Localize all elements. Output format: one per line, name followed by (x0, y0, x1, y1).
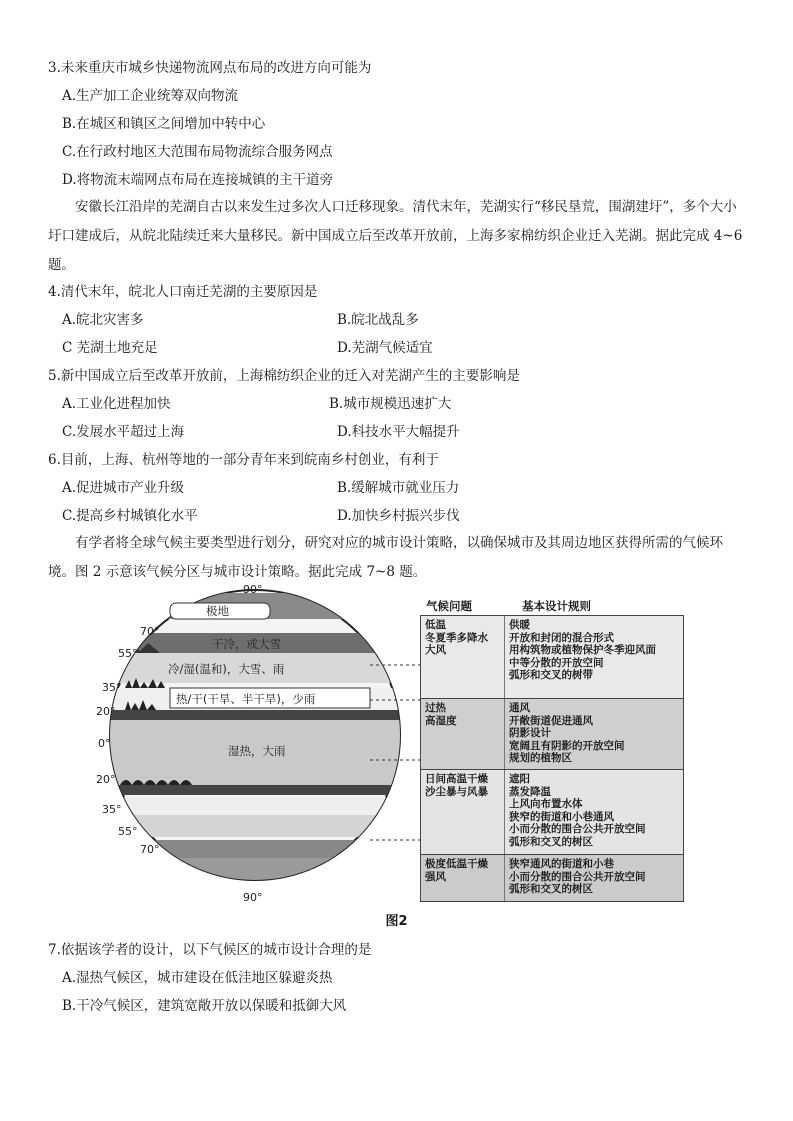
rule-text: 宽阔且有阴影的开放空间 (509, 739, 625, 752)
design-rules-table (420, 597, 684, 902)
lat-label-70n: 70° (140, 625, 160, 638)
table-row (420, 615, 684, 698)
lat-label-equator: 0° (98, 737, 111, 750)
band-divider-south (105, 785, 405, 795)
band-label-polar: 极地 (206, 604, 229, 618)
question-6-stem: 6.目前，上海、杭州等地的一部分青年来到皖南乡村创业，有利于 (48, 452, 439, 468)
rule-text: 上风向布置水体 (509, 798, 583, 811)
passage-wuhu: 安徽长江沿岸的芜湖自古以来发生过多次人口迁移现象。清代末年，芜湖实行“移民垦荒，围湖建圩”，多个大小圩口建成后，从皖北陆续迁来大量移民。新中国成立后至改革开放前，上海多家棉纺织企业迁入芜湖。据此完成 4~6 题。 (48, 199, 743, 273)
problem-text: 极度低温干燥 (425, 858, 488, 870)
rule-text: 弧形和交叉的树区 (509, 835, 593, 848)
lat-label-35s: 35° (102, 803, 122, 816)
table-row (420, 769, 684, 854)
rule-text: 小而分散的围合公共开放空间 (509, 823, 646, 836)
header-climate-problem: 气候问题 (426, 599, 472, 613)
rule-text: 弧形和交叉的树带 (509, 669, 593, 682)
rule-text: 通风 (509, 702, 530, 714)
problem-cell (421, 616, 505, 698)
lat-label-90n: 90° (243, 585, 263, 596)
question-4-stem: 4.清代末年，皖北人口南迁芜湖的主要原因是 (48, 284, 318, 300)
question-7-stem: 7.依据该学者的设计，以下气候区的城市设计合理的是 (48, 942, 372, 958)
lat-label-20s: 20° (96, 773, 116, 786)
lat-label-20n: 20° (96, 705, 116, 718)
rule-text: 中等分散的开放空间 (509, 656, 604, 669)
globe-diagram (0, 585, 420, 905)
rule-text: 开放和封闭的混合形式 (509, 631, 614, 644)
problem-text: 过热 (425, 702, 446, 714)
problem-text: 低温 (425, 619, 446, 631)
question-5-stem: 5.新中国成立后至改革开放前，上海棉纺织企业的迁入对芜湖产生的主要影响是 (48, 368, 520, 384)
figure-2 (0, 585, 793, 905)
question-3-option-c[interactable]: C.在行政村地区大范围布局物流综合服务网点 (62, 144, 333, 160)
rule-text: 开敞街道促进通风 (509, 714, 593, 727)
question-6-option-c[interactable]: C.提高乡村城镇化水平 (62, 508, 198, 524)
question-6-option-a[interactable]: A.促进城市产业升级 (62, 480, 185, 496)
question-7-option-a[interactable]: A.湿热气候区，城市建设在低洼地区躲避炎热 (62, 970, 333, 986)
problem-cell (421, 770, 505, 854)
question-3-option-d[interactable]: D.将物流末端网点布局在连接城镇的主干道旁 (62, 172, 334, 188)
question-5-option-c[interactable]: C.发展水平超过上海 (62, 424, 185, 440)
problem-text: 日间高温干燥 (425, 773, 488, 785)
problem-text: 沙尘暴与风暴 (425, 785, 488, 798)
problem-text: 冬夏季多降水 (425, 631, 488, 644)
table-header (420, 597, 684, 615)
band-label-hot-humid: 湿热，大雨 (228, 744, 286, 758)
rule-text: 狭窄通风的街道和小巷 (509, 858, 614, 870)
lat-label-55n: 55° (118, 647, 138, 660)
question-5-option-a[interactable]: A.工业化进程加快 (62, 396, 171, 412)
band-south-cold (105, 815, 405, 837)
band-label-cold-wet: 冷/湿(温和)，大雪、雨 (168, 662, 285, 676)
band-divider (105, 710, 405, 720)
band-south-dry (105, 797, 405, 815)
question-3-option-b[interactable]: B.在城区和镇区之间增加中转中心 (62, 116, 266, 132)
question-4-option-c[interactable]: C 芜湖土地充足 (62, 340, 158, 356)
rules-cell (505, 855, 683, 901)
lat-label-90s: 90° (243, 891, 263, 904)
lat-label-55s: 55° (118, 825, 138, 838)
rule-text: 遮阳 (509, 773, 530, 785)
rule-text: 蒸发降温 (509, 785, 551, 798)
problem-text: 大风 (425, 644, 446, 657)
rules-cell (505, 616, 683, 698)
question-4-option-a[interactable]: A.皖北灾害多 (62, 312, 144, 328)
question-6-option-d[interactable]: D.加快乡村振兴步伐 (337, 508, 460, 524)
question-6-option-b[interactable]: B.缓解城市就业压力 (337, 480, 460, 496)
question-4-option-b[interactable]: B.皖北战乱多 (337, 312, 419, 328)
problem-cell (421, 699, 505, 769)
question-5-option-d[interactable]: D.科技水平大幅提升 (337, 424, 460, 440)
rules-cell (505, 770, 683, 854)
question-4-option-d[interactable]: D.芜湖气候适宜 (337, 340, 433, 356)
problem-text: 高湿度 (425, 714, 457, 727)
rule-text: 用构筑物或植物保护冬季迎风面 (509, 644, 656, 657)
rule-text: 弧形和交叉的树区 (509, 883, 593, 896)
rule-text: 规划的植物区 (509, 752, 572, 765)
rule-text: 阴影设计 (509, 727, 551, 740)
band-label-hot-dry: 热/干(干旱、半干旱)，少雨 (176, 692, 316, 706)
rules-cell (505, 699, 683, 769)
problem-cell (421, 855, 505, 901)
band-south-polar (105, 858, 405, 888)
problem-text: 强风 (425, 870, 446, 883)
lat-label-35n: 35° (102, 681, 122, 694)
rule-text: 狭窄的街道和小巷通风 (509, 810, 614, 823)
band-label-dry-cold: 干冷，或大雪 (212, 637, 281, 651)
figure-caption: 图2 (385, 914, 408, 929)
rule-text: 供暖 (509, 619, 530, 631)
table-row (420, 854, 684, 902)
table-row (420, 698, 684, 769)
question-7-option-b[interactable]: B.干冷气候区，建筑宽敞开放以保暖和抵御大风 (62, 998, 347, 1014)
question-5-option-b[interactable]: B.城市规模迅速扩大 (329, 396, 452, 412)
lat-label-70s: 70° (140, 843, 160, 856)
passage-climate: 有学者将全球气候主要类型进行划分，研究对应的城市设计策略，以确保城市及其周边地区获得所需的气候环境。图 2 示意该气候分区与城市设计策略。据此完成 7~8 题。 (48, 535, 723, 580)
header-design-rules: 基本设计规则 (522, 599, 591, 613)
question-3-option-a[interactable]: A.生产加工企业统筹双向物流 (62, 88, 239, 104)
question-3-stem: 3.未来重庆市城乡快递物流网点布局的改进方向可能为 (48, 60, 372, 76)
rule-text: 小而分散的围合公共开放空间 (509, 870, 646, 883)
